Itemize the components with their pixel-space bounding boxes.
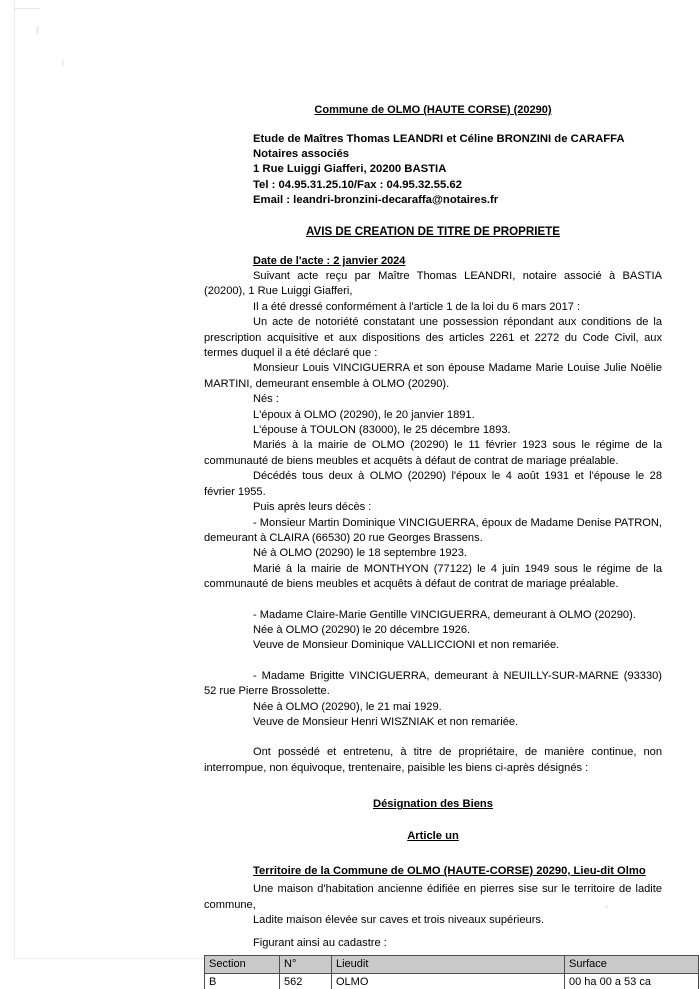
document-body <box>204 0 662 989</box>
firm-line-1: Etude de Maîtres Thomas LEANDRI et Céline BRONZINI de CARAFFA <box>253 133 625 145</box>
commune-title-text: Commune de OLMO (HAUTE CORSE) (20290) <box>314 104 552 116</box>
paragraph-suivant-acte: Suivant acte reçu par Maître Thomas LEANDRI, notaire associé à BASTIA (20200), 1 Rue Luiggi Giafferi, <box>204 270 662 298</box>
paragraph-heritier-brigitte: - Madame Brigitte VINCIGUERRA, demeurant à NEUILLY-SUR-MARNE (93330) 52 rue Pierre Brossolette. <box>204 669 662 698</box>
paragraph-dresse-article: Il a été dressé conformément à l'article 1 de la loi du 6 mars 2017 : <box>253 300 581 313</box>
act-date <box>253 254 662 269</box>
paragraph-acte-notoriete: Un acte de notoriété constatant une possession répondant aux conditions de la prescription acquisitive et aux dispositions des articles 2261 et 2272 du Code Civil, aux termes duquel il a été déclaré que : <box>204 316 662 360</box>
territory-heading: Territoire de la Commune de OLMO (HAUTE-CORSE) 20290, Lieu-dit Olmo <box>253 865 646 878</box>
table-cell-lieudit: OLMO <box>332 973 565 989</box>
paragraph-heritier-martin: - Monsieur Martin Dominique VINCIGUERRA, époux de Madame Denise PATRON, demeurant à CLAIRA (66530) 20 rue Georges Brassens. <box>204 516 662 544</box>
paragraph-mariage-olmo: Mariés à la mairie de OLMO (20290) le 11 février 1923 sous le régime de la communauté de biens meubles et acquêts à défaut de contrat de mariage préalable. <box>204 439 662 467</box>
notice-title-text: AVIS DE CREATION DE TITRE DE PROPRIETE <box>305 225 560 239</box>
cadastre-table <box>204 955 699 989</box>
article-heading-text: Article un <box>407 830 459 843</box>
paragraph-claire-marie-veuve: Veuve de Monsieur Dominique VALLICCIONI et non remariée. <box>253 639 560 652</box>
table-header-row <box>205 955 699 973</box>
table-row <box>205 973 699 989</box>
firm-line-5: Email : leandri-bronzini-decaraffa@notaires.fr <box>253 193 499 206</box>
scan-speck <box>62 60 64 66</box>
paragraph-deces-couple: Décédés tous deux à OLMO (20290) l'époux le 4 août 1931 et l'épouse le 28 février 1955. <box>204 470 662 498</box>
table-header-numero: N° <box>280 955 332 973</box>
paragraph-epouse-naissance: L'épouse à TOULON (83000), le 25 décembre 1893. <box>253 424 511 437</box>
act-date-text: Date de l'acte : 2 janvier 2024 <box>253 255 406 268</box>
paragraph-martin-mariage: Marié à la mairie de MONTHYON (77122) le 4 juin 1949 sous le régime de la communauté de biens meubles et acquêts à défaut de contrat de mariage préalable. <box>204 562 662 591</box>
firm-line-2: Notaires associés <box>253 148 350 161</box>
table-header-surface: Surface <box>565 955 699 973</box>
paragraph-couple-vinciguerra: Monsieur Louis VINCIGUERRA et son épouse Madame Marie Louise Julie Noëlie MARTINI, demeurant ensemble à OLMO (20290). <box>204 362 662 390</box>
paragraph-cadastre-intro: Figurant ainsi au cadastre : <box>253 937 387 950</box>
paragraph-claire-marie-naissance: Née à OLMO (20290) le 20 décembre 1926. <box>253 623 471 636</box>
paragraph-brigitte-veuve: Veuve de Monsieur Henri WISZNIAK et non remariée. <box>253 715 519 728</box>
table-header-lieudit: Lieudit <box>332 955 565 973</box>
article-heading <box>204 829 662 844</box>
firm-line-4: Tel : 04.95.31.25.10/Fax : 04.95.32.55.62 <box>253 178 462 191</box>
designation-heading <box>204 797 662 812</box>
paragraph-apres-deces: Puis après leurs décès : <box>253 501 372 514</box>
designation-heading-text: Désignation des Biens <box>373 798 493 811</box>
paragraph-possession: Ont possédé et entretenu, à titre de propriétaire, de manière continue, non interrompue, non équivoque, trentenaire, paisible les biens ci-après désignés : <box>204 746 662 774</box>
paragraph-maison-niveaux: Ladite maison élevée sur caves et trois niveaux supérieurs. <box>253 914 545 927</box>
scan-edge-top <box>14 8 40 9</box>
commune-title <box>204 103 662 117</box>
paragraph-heritier-claire-marie: - Madame Claire-Marie Gentille VINCIGUERRA, demeurant à OLMO (20290). <box>253 608 636 621</box>
paragraph-epoux-naissance: L'époux à OLMO (20290), le 20 janvier 1891. <box>253 408 475 421</box>
paragraph-maison-description: Une maison d'habitation ancienne édifiée en pierres sise sur le territoire de ladite commune, <box>204 883 662 911</box>
paragraph-brigitte-naissance: Née à OLMO (20290), le 21 mai 1929. <box>253 700 442 713</box>
notice-title <box>204 224 662 240</box>
scan-speck <box>36 26 39 34</box>
table-header-section: Section <box>205 955 280 973</box>
notary-firm-block <box>253 132 662 208</box>
paragraph-martin-naissance: Né à OLMO (20290) le 18 septembre 1923. <box>253 547 467 560</box>
table-cell-surface: 00 ha 00 a 53 ca <box>565 973 699 989</box>
firm-line-3: 1 Rue Luiggi Giafferi, 20200 BASTIA <box>253 163 447 176</box>
table-cell-section: B <box>205 973 280 989</box>
table-cell-numero: 562 <box>280 973 332 989</box>
paragraph-nes-label: Nés : <box>253 393 279 406</box>
scan-edge-left <box>14 0 15 960</box>
